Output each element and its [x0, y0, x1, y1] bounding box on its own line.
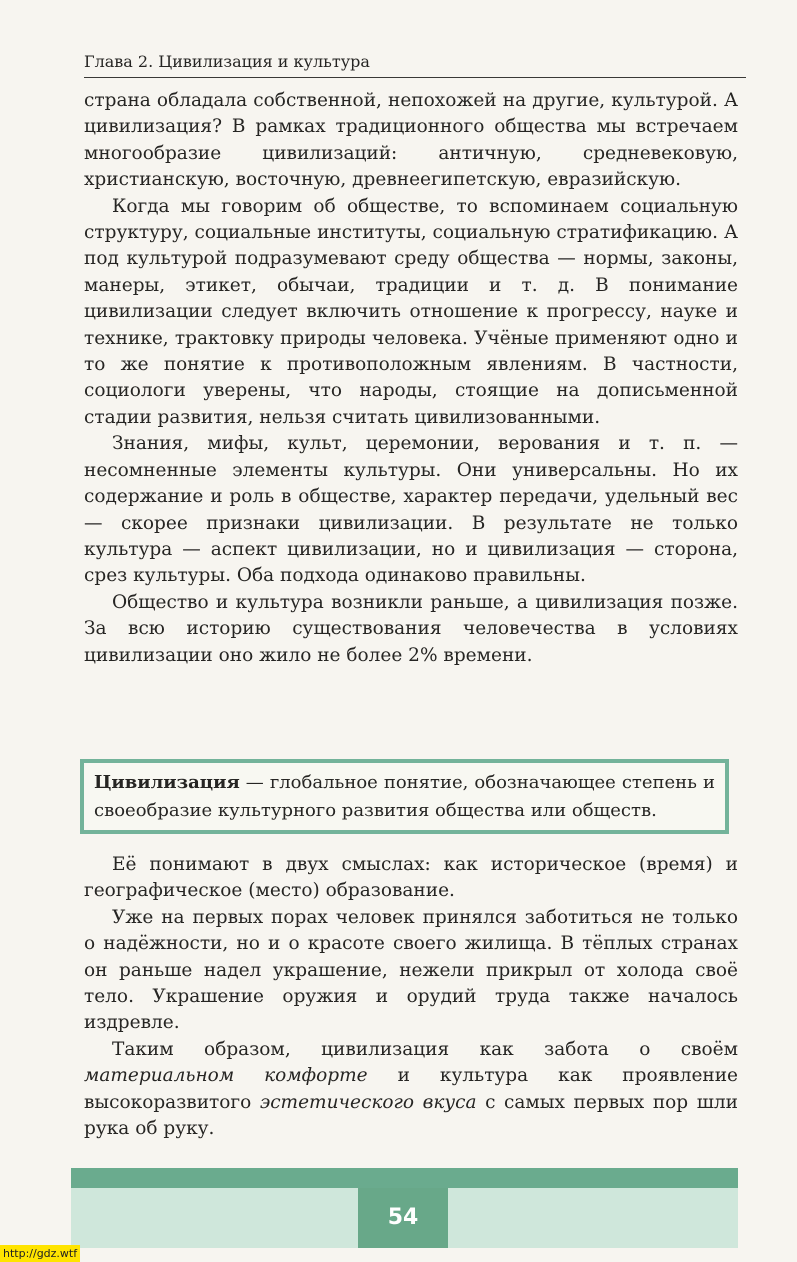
- paragraph-6: Уже на первых порах человек принялся заботиться не только о надёжности, но и о красоте своего жилища. В тёплых странах он раньше надел украшение, нежели прикрыл от холода своё тело. Украшение оружия и орудий труда также началось издревле.: [84, 906, 738, 1034]
- paragraph-7-part1: Таким образом, цивилизация как забота о своём: [112, 1038, 738, 1060]
- paragraph-7-italic1: материальном комфорте: [84, 1065, 368, 1087]
- watermark-link[interactable]: http://gdz.wtf: [0, 1245, 80, 1262]
- definition-box: [80, 759, 729, 834]
- chapter-header: [84, 52, 746, 78]
- paragraph-4: Общество и культура возникли раньше, а цивилизация позже. За всю историю существования человечества в условиях цивилизации оно жило не более 2% времени.: [84, 591, 738, 666]
- paragraph-5: Её понимают в двух смыслах: как историческое (время) и географическое (место) образование.: [84, 854, 738, 902]
- paragraph-1: страна обладала собственной, непохожей на другие, культурой. А цивилизация? В рамках традиционного общества мы встречаем многообразие цивилизаций: античную, средневековую, христианскую, восточную, древнеегипетскую, евразийскую.: [84, 90, 738, 191]
- paragraph-3: Знания, мифы, культ, церемонии, верования и т. п. — несомненные элементы культуры. Они универсальны. Но их содержание и роль в обществе, характер передачи, удельный вес — скорее признаки цивилизации. В результате не только культура — аспект цивилизации, но и цивилизация — сторона, срез культуры. Оба подхода одинаково правильны.: [84, 433, 738, 587]
- main-text-bottom: [84, 852, 738, 1142]
- footer-stripe: [71, 1168, 738, 1188]
- definition-term: Цивилизация: [94, 772, 240, 793]
- main-text-top: [84, 88, 738, 669]
- paragraph-7: [84, 1037, 738, 1143]
- definition-text: — глобальное понятие, обозначающее степень и своеобразие культурного развития общества или обществ.: [94, 772, 715, 821]
- paragraph-7-italic2: эстетического вкуса: [259, 1091, 477, 1113]
- page-footer: [71, 1168, 738, 1248]
- paragraph-7-part2: и культура как проявление высокоразвитого: [84, 1065, 739, 1113]
- page-number: 54: [358, 1188, 448, 1248]
- paragraph-2: Когда мы говорим об обществе, то вспоминаем социальную структуру, социальные институты, социальную стратификацию. А под культурой подразумевают среду общества — нормы, законы, манеры, этикет, обычаи, традиции и т. д. В понимание цивилизации следует включить отношение к прогрессу, науке и технике, трактовку природы человека. Учёные применяют одно и то же понятие к противоположным явлениям. В частности, социологи уверены, что народы, стоящие на дописьменной стадии развития, нельзя считать цивилизованными.: [84, 195, 738, 428]
- chapter-title: Глава 2. Цивилизация и культура: [84, 52, 370, 71]
- paragraph-7-part3: с самых первых пор шли рука об руку.: [84, 1091, 738, 1140]
